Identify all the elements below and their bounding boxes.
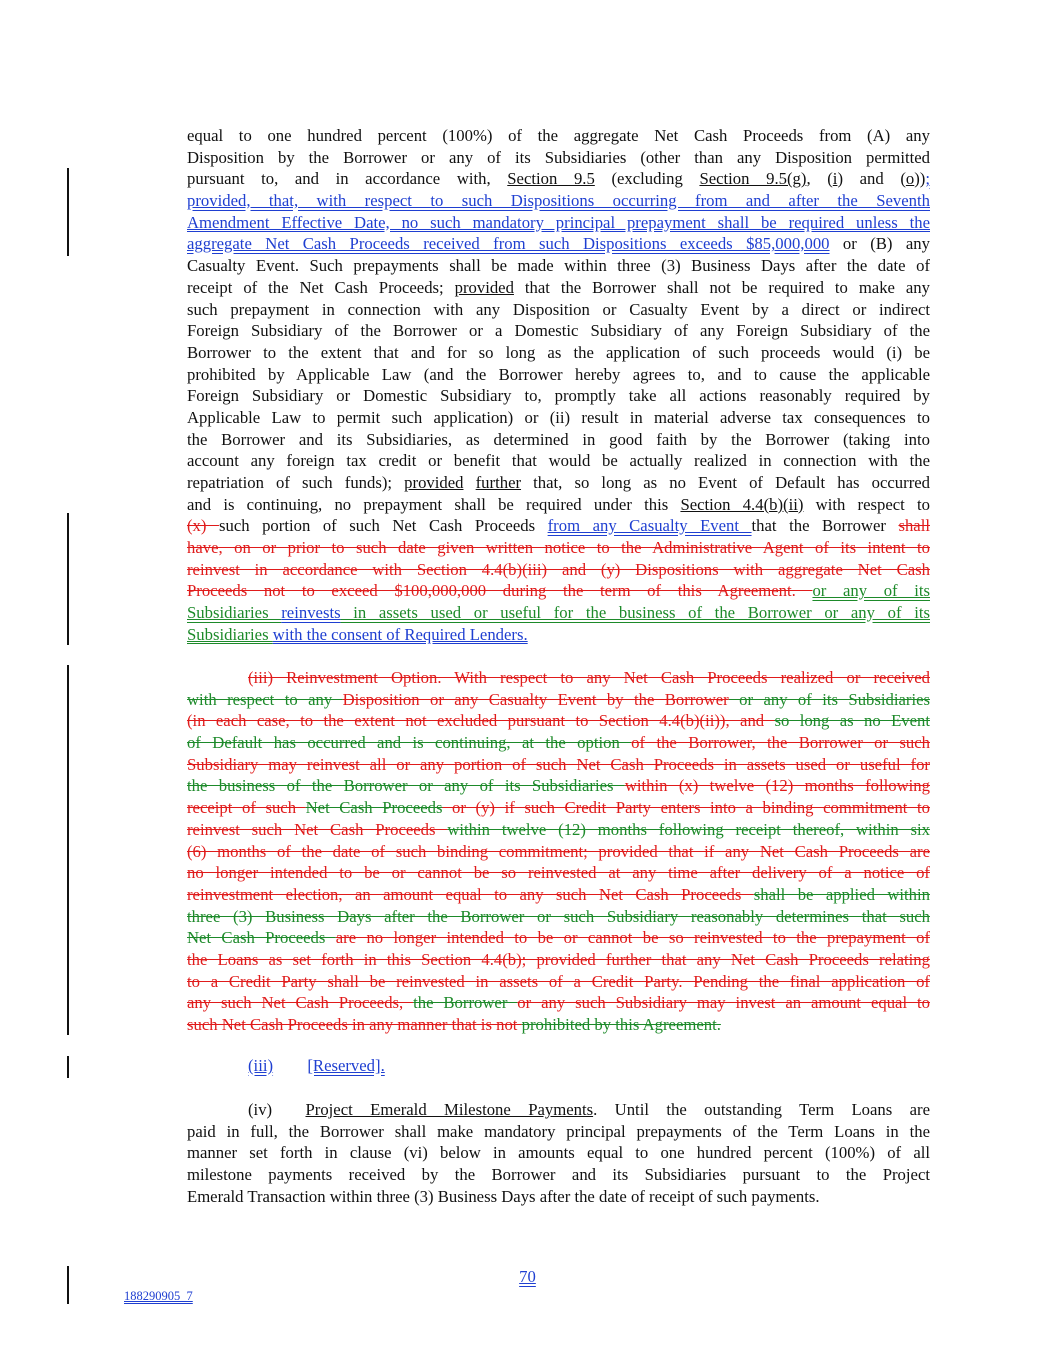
- text-run: Foreign Subsidiary of the Borrower or a Domestic Subsidiary of any Foreign Subsidiary of the: [187, 321, 930, 341]
- text-line: [187, 602, 930, 624]
- reserved-clause: [248, 1056, 385, 1076]
- document-id: 188290905_7: [124, 1289, 193, 1303]
- text-run: Subsidiaries: [187, 603, 282, 623]
- text-run: paid in full, the Borrower shall make mandatory principal prepayments of the Term Loans in the: [187, 1121, 930, 1141]
- text-run: such prepayment in connection with any Disposition or Casualty Event by a direct or indirect: [187, 299, 930, 319]
- text-run: to a Credit Party shall be reinvested in assets of a Credit Party. Pending the final application of: [187, 971, 930, 991]
- text-run: provided: [404, 473, 464, 492]
- text-run: reinvestment election, an amount equal to any such Net Cash Proceeds: [187, 884, 754, 904]
- text-run: no longer intended to be or cannot be so reinvested at any time after delivery of a notice of: [187, 863, 930, 883]
- text-run: ) and (: [837, 169, 906, 189]
- text-run: Emerald Transaction within three (3) Business Days after the date of receipt of such payments.: [187, 1186, 820, 1206]
- text-run: [464, 473, 476, 492]
- text-line: [187, 949, 930, 971]
- text-run: receipt of such: [187, 798, 306, 818]
- text-line: [187, 906, 930, 928]
- text-line: [187, 255, 930, 277]
- text-run: that the Borrower: [751, 516, 899, 536]
- text-line: [187, 841, 930, 863]
- text-run: from any Casualty Event: [547, 516, 752, 536]
- text-run: account any foreign tax credit or benefit that would be actually realized in connection with the: [187, 451, 930, 471]
- text-run: reinvests: [281, 603, 341, 623]
- text-run: equal to one hundred percent (100%) of the aggregate Net Cash Proceeds from (A) any: [187, 126, 930, 145]
- text-run: or any of its Subsidiaries: [728, 689, 930, 709]
- text-line: [187, 472, 930, 494]
- paragraph-project-emerald: [187, 1099, 930, 1207]
- reserved-clause-number: (iii): [248, 1056, 274, 1075]
- text-line: [187, 754, 930, 776]
- text-run: of the Borrower, the Borrower or such: [631, 733, 930, 753]
- text-run: the Borrower: [413, 993, 518, 1013]
- text-line: [187, 971, 930, 993]
- text-run: shall be applied within: [753, 884, 930, 904]
- text-run: prohibited by this Agreement.: [521, 1015, 721, 1034]
- reserved-clause-label: [Reserved].: [307, 1056, 385, 1075]
- text-run: and is continuing, no prepayment shall be required under this: [187, 494, 681, 514]
- text-run: within (x) twelve (12) months following: [624, 776, 930, 796]
- text-run: (6) months of the date of such binding commitment; provided that if any Net Cash Proceeds are: [187, 841, 930, 861]
- text-line: [187, 429, 930, 451]
- text-run: (iv): [248, 1100, 306, 1119]
- text-run: such portion of such Net Cash Proceeds: [218, 516, 548, 536]
- text-run: Subsidiary may reinvest all or any portion of such Net Cash Proceeds in assets used or useful for: [187, 754, 930, 774]
- text-run: (excluding: [594, 169, 700, 189]
- text-run: that, so long as no Event of Default has occurred: [521, 473, 930, 492]
- text-run: o: [905, 169, 915, 189]
- text-run: Foreign Subsidiary or Domestic Subsidiary to, promptly take all actions reasonably required by: [187, 386, 930, 406]
- text-run: . Until the outstanding Term Loans are: [593, 1100, 930, 1119]
- text-run: ;: [925, 169, 930, 189]
- text-line: [187, 559, 930, 581]
- text-run: milestone payments received by the Borrower and its Subsidiaries pursuant to the Project: [187, 1165, 930, 1185]
- text-line: [187, 797, 930, 819]
- text-run: are no longer intended to be or cannot be so reinvested to the prepayment of: [335, 928, 930, 948]
- text-run: Borrower to the extent that and for so long as the application of such proceeds would (i) be: [187, 342, 930, 362]
- text-line: [187, 190, 930, 212]
- text-run: shall: [898, 516, 930, 536]
- text-line: [187, 624, 930, 646]
- text-line: [187, 320, 930, 342]
- text-line: [187, 689, 930, 711]
- text-line: [187, 580, 930, 602]
- change-bar: [67, 665, 69, 1035]
- text-run: in assets used or useful for the business of the Borrower or any of its: [340, 603, 930, 623]
- text-run: , (: [806, 169, 833, 189]
- text-run: prohibited by Applicable Law (and the Borrower hereby agrees to, and to cause the applicable: [187, 364, 930, 384]
- text-run: Applicable Law to permit such application) or (ii) result in material adverse tax consequences to: [187, 407, 930, 427]
- text-line: [187, 364, 930, 386]
- text-run: Disposition or any Casualty Event by the Borrower: [342, 689, 729, 709]
- text-line: [187, 1164, 930, 1186]
- text-run: reinvest such Net Cash Proceeds: [187, 819, 448, 839]
- text-line: [187, 515, 930, 537]
- text-line: [187, 1121, 930, 1143]
- change-bar: [67, 1056, 69, 1078]
- text-line: [187, 494, 930, 516]
- text-run: of Default has occurred and is continuing, at the option: [187, 733, 632, 753]
- text-line: [187, 1014, 930, 1036]
- text-line: [187, 819, 930, 841]
- text-line: [187, 299, 930, 321]
- text-run: Proceeds not to exceed $100,000,000 during the term of this Agreement.: [187, 581, 813, 601]
- text-run: Net Cash Proceeds: [187, 928, 336, 948]
- text-run: (in each case, to the extent not excluded pursuant to Section 4.4(b)(ii)), and: [187, 711, 775, 731]
- text-run: Amendment Effective Date, no such mandatory principal prepayment shall be required unless the: [187, 212, 930, 232]
- text-run: Section 4.4(b)(ii): [680, 494, 804, 514]
- text-line: [187, 212, 930, 234]
- text-line: [187, 450, 930, 472]
- text-line: [187, 233, 930, 255]
- text-run: have, on or prior to such date given written notice to the Administrative Agent of its intent to: [187, 538, 930, 558]
- text-line: [187, 775, 930, 797]
- text-line: [187, 537, 930, 559]
- text-run: pursuant to, and in accordance with,: [187, 169, 508, 189]
- paragraph-mandatory-prepayment: [187, 125, 930, 646]
- text-line: [187, 342, 930, 364]
- page-number: 70: [519, 1267, 536, 1286]
- paragraph-reinvestment-option-deleted: [187, 667, 930, 1036]
- text-line: [187, 992, 930, 1014]
- text-run: or (y) if such Credit Party enters into a binding commitment to: [442, 798, 930, 818]
- text-run: i: [832, 169, 838, 189]
- text-run: the Loans as set forth in this Section 4.4(b); provided further that any Net Cash Proceeds relating: [187, 949, 930, 969]
- text-line: [187, 884, 930, 906]
- text-run: such Net Cash Proceeds in any manner that is not: [187, 1015, 522, 1034]
- text-run: (x): [187, 516, 219, 536]
- text-run: )): [914, 169, 926, 189]
- text-line: [187, 125, 930, 147]
- text-run: Subsidiaries: [187, 624, 273, 644]
- text-line: [187, 168, 930, 190]
- text-run: Casualty Event. Such prepayments shall be made within three (3) Business Days after the date of: [187, 256, 930, 276]
- text-run: Disposition by the Borrower or any of its Subsidiaries (other than any Disposition permitted: [187, 147, 930, 167]
- text-run: or any of its: [812, 581, 930, 601]
- text-line: [187, 1142, 930, 1164]
- text-run: aggregate Net Cash Proceeds received from such Dispositions exceeds $85,000,000: [187, 234, 830, 254]
- text-run: further: [475, 473, 522, 492]
- change-bar: [67, 513, 69, 645]
- text-run: or any such Subsidiary may invest an amount equal to: [517, 993, 930, 1013]
- change-bar: [67, 168, 69, 256]
- text-line: [187, 732, 930, 754]
- text-line: [187, 1186, 930, 1208]
- text-line: [187, 710, 930, 732]
- text-run: within twelve (12) months following receipt thereof, within six: [447, 819, 930, 839]
- text-run: with respect to any: [187, 689, 343, 709]
- text-line: [187, 927, 930, 949]
- text-line: [187, 1099, 930, 1121]
- text-line: [187, 385, 930, 407]
- text-run: manner set forth in clause (vi) below in amounts equal to one hundred percent (100%) of all: [187, 1143, 930, 1163]
- text-run: reinvest in accordance with Section 4.4(b)(iii) and (y) Dispositions with aggregate Net Cash: [187, 559, 930, 579]
- text-run: Project Emerald Milestone Payments: [305, 1100, 594, 1119]
- text-run: with respect to: [803, 494, 930, 514]
- text-run: Section 9.5(g): [699, 169, 807, 189]
- text-run: the Borrower and its Subsidiaries, as determined in good faith by the Borrower (taking into: [187, 429, 930, 449]
- text-run: Net Cash Proceeds: [305, 798, 443, 818]
- text-line: [187, 147, 930, 169]
- text-run: with the consent of Required Lenders.: [272, 624, 528, 644]
- text-run: or (B) any: [829, 234, 930, 254]
- text-line: [187, 277, 930, 299]
- text-line: [187, 407, 930, 429]
- text-run: Section 9.5: [507, 169, 595, 189]
- text-line: [187, 862, 930, 884]
- text-run: receipt of the Net Cash Proceeds;: [187, 277, 455, 297]
- text-run: provided, that, with respect to such Dispositions occurring from and after the Seventh: [187, 191, 930, 211]
- text-run: (iii) Reinvestment Option. With respect to any Net Cash Proceeds realized or received: [248, 668, 930, 687]
- text-run: that the Borrower shall not be required to make any: [513, 277, 930, 297]
- text-run: the business of the Borrower or any of its Subsidiaries: [187, 776, 625, 796]
- text-line: [187, 667, 930, 689]
- text-run: any such Net Cash Proceeds,: [187, 993, 414, 1013]
- text-run: so long as no Event: [774, 711, 930, 731]
- text-run: repatriation of such funds);: [187, 473, 405, 492]
- text-run: provided: [454, 277, 514, 297]
- text-run: three (3) Business Days after the Borrower or such Subsidiary reasonably determines that such: [187, 906, 930, 926]
